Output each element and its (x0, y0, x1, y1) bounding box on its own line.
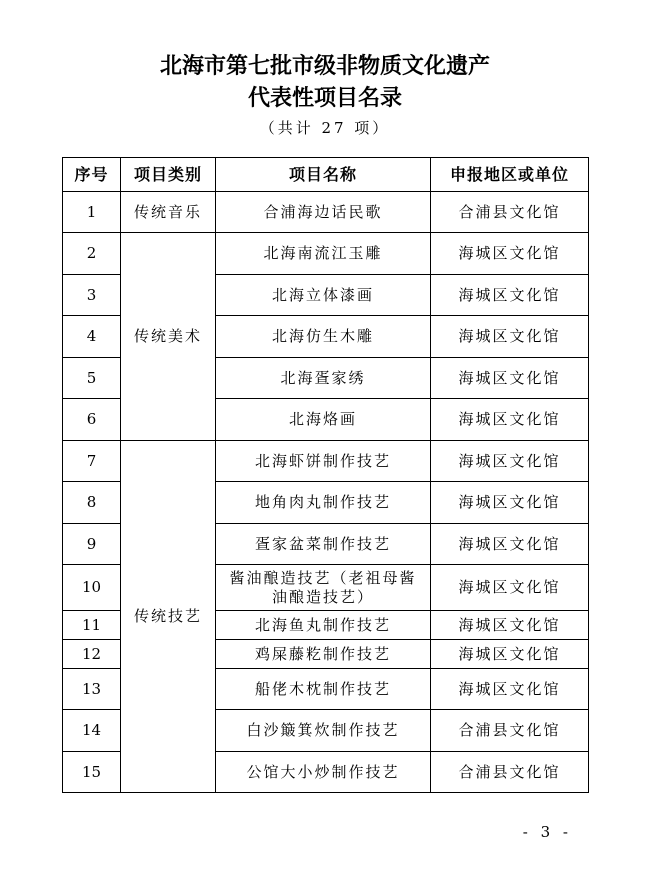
row-project-name: 北海立体漆画 (216, 275, 431, 316)
row-project-name: 疍家盆菜制作技艺 (216, 524, 431, 565)
row-declaring-unit: 海城区文化馆 (431, 275, 589, 316)
row-declaring-unit: 海城区文化馆 (431, 611, 589, 640)
row-declaring-unit: 海城区文化馆 (431, 441, 589, 482)
row-declaring-unit: 合浦县文化馆 (431, 752, 589, 793)
row-declaring-unit: 海城区文化馆 (431, 669, 589, 710)
row-serial: 12 (63, 640, 121, 669)
row-serial: 7 (63, 441, 121, 482)
row-declaring-unit: 海城区文化馆 (431, 358, 589, 399)
header-project-name: 项目名称 (216, 158, 431, 192)
row-project-name: 公馆大小炒制作技艺 (216, 752, 431, 793)
row-declaring-unit: 海城区文化馆 (431, 482, 589, 524)
page-number: - 3 - (522, 823, 572, 841)
row-category: 传统美术 (121, 233, 216, 441)
row-declaring-unit: 海城区文化馆 (431, 524, 589, 565)
item-count-subtitle: （共计 27 项） (259, 119, 391, 137)
table-header-row (63, 158, 589, 192)
row-project-name: 北海烙画 (216, 399, 431, 441)
document-title-line1: 北海市第七批市级非物质文化遗产 (159, 54, 490, 79)
row-serial: 4 (63, 316, 121, 358)
row-serial: 9 (63, 524, 121, 565)
row-project-name: 酱油酿造技艺（老祖母酱油酿造技艺） (216, 565, 431, 611)
row-declaring-unit: 海城区文化馆 (431, 565, 589, 611)
row-project-name: 船佬木枕制作技艺 (216, 669, 431, 710)
row-serial: 15 (63, 752, 121, 793)
table-row (63, 233, 589, 275)
row-project-name: 白沙簸箕炊制作技艺 (216, 710, 431, 752)
header-category: 项目类别 (121, 158, 216, 192)
row-declaring-unit: 海城区文化馆 (431, 233, 589, 275)
row-serial: 10 (63, 565, 121, 611)
table-row (63, 192, 589, 233)
row-project-name: 地角肉丸制作技艺 (216, 482, 431, 524)
header-serial: 序号 (63, 158, 121, 192)
row-project-name: 北海虾饼制作技艺 (216, 441, 431, 482)
row-serial: 14 (63, 710, 121, 752)
row-serial: 1 (63, 192, 121, 233)
row-project-name: 北海南流江玉雕 (216, 233, 431, 275)
row-project-name: 北海疍家绣 (216, 358, 431, 399)
row-serial: 8 (63, 482, 121, 524)
row-declaring-unit: 海城区文化馆 (431, 640, 589, 669)
row-declaring-unit: 海城区文化馆 (431, 316, 589, 358)
row-declaring-unit: 海城区文化馆 (431, 399, 589, 441)
row-category: 传统技艺 (121, 441, 216, 793)
row-serial: 2 (63, 233, 121, 275)
row-project-name: 鸡屎藤籺制作技艺 (216, 640, 431, 669)
row-declaring-unit: 合浦县文化馆 (431, 710, 589, 752)
row-serial: 3 (63, 275, 121, 316)
row-project-name: 合浦海边话民歌 (216, 192, 431, 233)
table-row (63, 441, 589, 482)
heritage-list-table (62, 157, 589, 793)
row-category: 传统音乐 (121, 192, 216, 233)
row-project-name: 北海鱼丸制作技艺 (216, 611, 431, 640)
row-serial: 5 (63, 358, 121, 399)
row-serial: 6 (63, 399, 121, 441)
row-serial: 13 (63, 669, 121, 710)
row-declaring-unit: 合浦县文化馆 (431, 192, 589, 233)
row-serial: 11 (63, 611, 121, 640)
header-declaring-unit: 申报地区或单位 (431, 158, 589, 192)
row-project-name: 北海仿生木雕 (216, 316, 431, 358)
document-title-line2: 代表性项目名录 (247, 86, 402, 111)
